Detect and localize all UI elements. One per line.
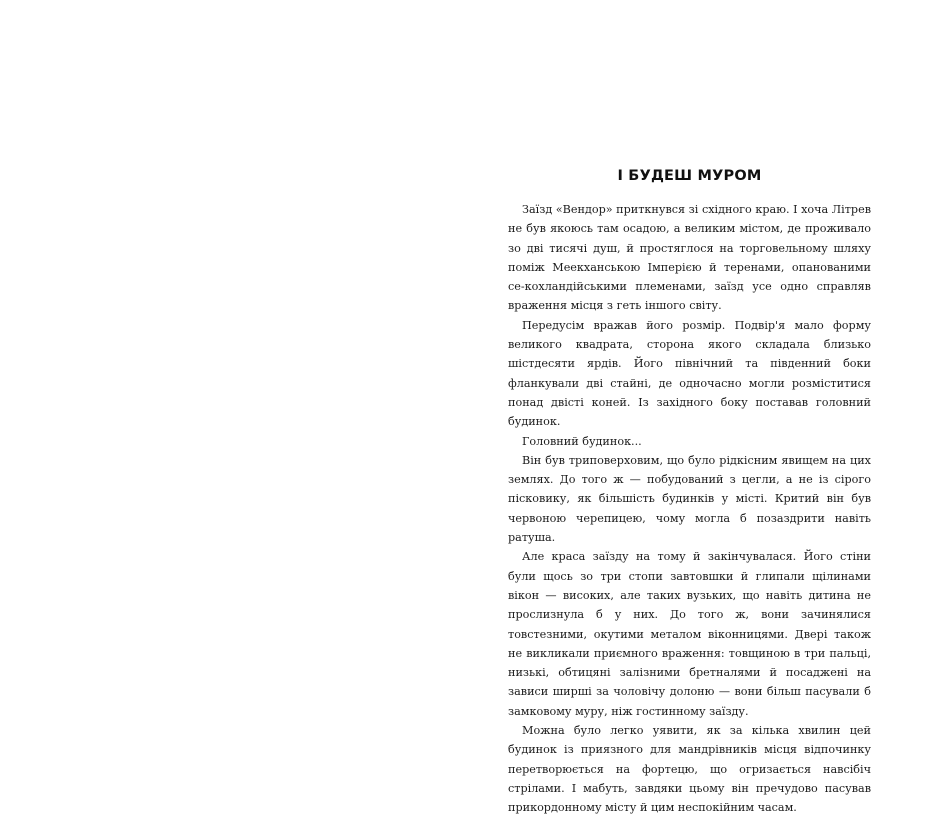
paragraph: Але краса заїзду на тому й закінчувалася. Його стіни були щось зо три стопи завтовшки й глипали щілинами вікон — високих, але таких вузьких, що навіть дитина не прослизнула б у них. До того ж, вони зачинялися товстезними, окутими металом віконницями. Двері також не викликали приємного враження: товщиною в три пальці, низькі, обтицяні залізними бретналями й посаджені на зависи ширші за чоловічу долоню — вони більш пасували б замковому муру, ніж гостинному заїзду.: [508, 550, 871, 718]
paragraph: Головний будинок...: [522, 434, 642, 448]
chapter-body: [508, 200, 871, 818]
paragraph: Заїзд «Вендор» приткнувся зі східного краю. І хоча Літрев не був якоюсь там осадою, а великим містом, де проживало зо дві тисячі душ, й простяглося на торговельному шляху поміж Меекханською Імперією й теренами, опанованими се-кохландійськими племенами, заїзд усе одно справляв враження місця з геть іншого світу.: [508, 203, 871, 313]
paragraph: Він був триповерховим, що було рідкісним явищем на цих землях. До того ж — побудований з цегли, а не із сірого пісковику, як більшість будинків у місті. Критий він був червоною черепицею, чому могла б позаздрити навіть ратуша.: [508, 453, 871, 545]
paragraph: Передусім вражав його розмір. Подвір'я мало форму великого квадрата, сторона якого складала близько шістдесяти ярдів. Його північний та південний боки фланкували дві стайні, де одночасно могли розміститися понад двісті коней. Із західного боку поставав головний будинок.: [508, 318, 871, 429]
chapter-title: І БУДЕШ МУРОМ: [617, 168, 762, 184]
paragraph: Можна було легко уявити, як за кілька хвилин цей будинок із приязного для мандрівників місця відпочинку перетворюється на фортецю, що огризається навсібіч стрілами. І мабуть, завдяки цьому він пречудово пасував прикордонному місту й цим неспокійним часам.: [508, 724, 871, 815]
left-page: [0, 0, 466, 700]
